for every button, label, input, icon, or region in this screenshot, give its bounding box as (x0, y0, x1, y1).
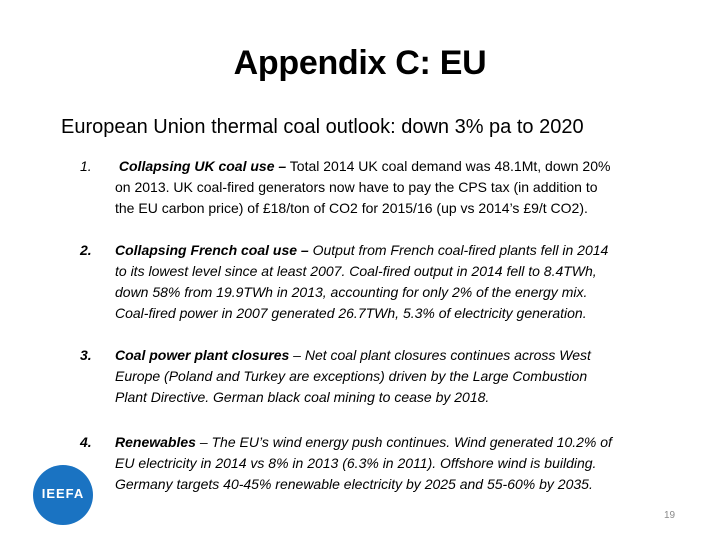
item-text-line-4: Coal-fired power in 2007 generated 26.7TWh, 5.3% of electricity generation. (115, 305, 587, 321)
item-text-line-3: the EU carbon price) of £18/ton of CO2 for 2015/16 (up vs 2014’s £9/t CO2). (115, 200, 588, 216)
list-number: 3. (80, 347, 92, 363)
item-text-line-1: Output from French coal-fired plants fell in 2014 (308, 242, 609, 258)
item-heading: Collapsing French coal use – (115, 242, 309, 258)
item-text-line-1: – The EU’s wind energy push continues. Wind generated 10.2% of (195, 434, 612, 450)
slide-title: Appendix C: EU (233, 44, 487, 82)
item-text-line-3: Germany targets 40-45% renewable electricity by 2025 and 55-60% by 2035. (115, 476, 593, 492)
item-text-line-1: – Net coal plant closures continues across West (289, 347, 591, 363)
item-heading: Coal power plant closures (115, 347, 290, 363)
item-text-line-2: to its lowest level since at least 2007. Coal-fired output in 2014 fell to 8.4TWh, (115, 263, 597, 279)
list-number: 1. (80, 158, 92, 174)
ieefa-logo (33, 465, 93, 525)
page-number: 19 (664, 510, 676, 521)
item-heading: Renewables (115, 434, 196, 450)
item-text-line-2: Europe (Poland and Turkey are exceptions) driven by the Large Combustion (115, 368, 588, 384)
item-text-line-2: on 2013. UK coal-fired generators now have to pay the CPS tax (in addition to (115, 179, 598, 195)
logo-text: IEEFA (41, 486, 85, 501)
item-text-line-3: down 58% from 19.9TWh in 2013, accounting for only 2% of the energy mix. (115, 284, 588, 300)
list-number: 4. (80, 434, 92, 450)
item-text-line-1: Total 2014 UK coal demand was 48.1Mt, down 20% (286, 158, 611, 174)
item-heading: Collapsing UK coal use – (118, 158, 287, 174)
slide-subtitle: European Union thermal coal outlook: down 3% pa to 2020 (61, 116, 584, 138)
list-number: 2. (80, 242, 92, 258)
item-text-line-3: Plant Directive. German black coal mining to cease by 2018. (115, 389, 490, 405)
item-text-line-2: EU electricity in 2014 vs 8% in 2013 (6.3% in 2011). Offshore wind is building. (115, 455, 597, 471)
